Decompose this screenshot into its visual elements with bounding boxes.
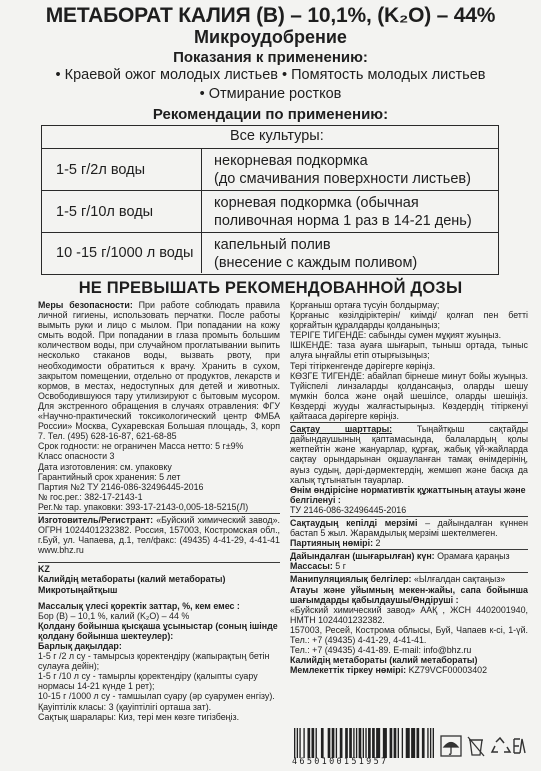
barcode-bar [316, 728, 317, 758]
kz-address-text: 157003, Ресей, Кострома облысы, Буй, Чапаев к-сі, 1-үй. Тел.: +7 (49435) 4-41-29, 4-41-41. [290, 624, 528, 645]
barcode-bar [363, 728, 364, 758]
mobius-loop-icon [492, 738, 510, 752]
barcode-bar [332, 728, 335, 758]
kz-storage-text: Тыңайтқыш сақтайды дайындаушының қаптамасында, балалардың қолы жетпейтін және жануарлар, құрғақ, жабық үй-жайларда сақтау орындарынан оқшауланған тамақ өнімдерінің, ауыз судың, дәрі-дәрмектердің, жемшөп және басқа да халық тұтынатын тауарлар. [290, 424, 528, 485]
kz-usage-line: 1-5 г /10 л су - тамырлы қоректендіру (қалыпты суару нормасы 14-21 күнде 1 рет); [38, 671, 258, 692]
recommendations-heading: Рекомендации по применению: [152, 106, 389, 123]
barcode-bar [321, 728, 324, 758]
dosage-method [214, 236, 417, 272]
kz-date-label: Дайындалған (шығарылған) күн: [290, 551, 435, 562]
divider [38, 562, 280, 563]
kz-precautions: Сақтық шаралары: Киз, тері мен көзге тигізбеңіз. [38, 711, 240, 722]
kz-date-paragraph [290, 551, 528, 561]
kz-mass-paragraph [290, 561, 528, 571]
barcode-bar [312, 728, 315, 758]
dosage-method-line: корневая подкормка (обычная [214, 195, 419, 211]
hazard-class: Класс опасности 3 [38, 451, 115, 462]
kz-state-reg-paragraph [290, 665, 528, 675]
kz-text-line: Қорғаныс көзілдіріктерін/ киімді/ қолғап пен бетті қорғайтын құралдарды қолданыңыз; [290, 310, 528, 331]
kz-normdoc-text: ТУ 2146-086-32496445-2016 [290, 504, 407, 515]
dosage-row [42, 190, 498, 232]
barcode-bar [299, 728, 300, 758]
umbrella-icon [441, 736, 461, 756]
kz-text-line: ІШКЕНДЕ: таза ауаға шығарып, тыныш ортада, тыныс алуға ыңғайлы етіп отырғызыңыз; [290, 340, 528, 361]
barcode-bar [383, 728, 387, 758]
divider [290, 572, 528, 573]
barcode-bar [402, 728, 403, 758]
dosage-method [214, 194, 472, 230]
safety-paragraph [38, 300, 280, 441]
dosage-row [42, 232, 498, 273]
kz-sign-text: «Ылғалдан сақтаңыз» [411, 574, 506, 585]
kz-shelf-label: Сақтаудың кепілді мерзімі [290, 517, 418, 528]
dosage-method-line: капельный полив [214, 237, 331, 253]
kz-batch-label: Партияның нөмірі: [290, 538, 374, 549]
barcode-bar [376, 728, 380, 758]
dosage-table-header-label: Все культуры: [230, 128, 324, 144]
kz-state-reg-text: KZ79VCF00003402 [406, 665, 488, 676]
kz-state-reg-label: Мемлекеттік тіркеу нөмірі: [290, 665, 407, 676]
dosage-method-line: поливочная норма 1 раз в 14-21 день) [214, 213, 472, 229]
packaging-icons [440, 734, 526, 758]
divider [38, 513, 280, 514]
barcode-bar [365, 728, 366, 758]
kz-storage-label: Сақтау шарттары: [290, 424, 393, 435]
barcode [294, 728, 434, 758]
barcode-bar [340, 728, 343, 758]
kz-sign-label: Манипуляциялық белгілер: [290, 574, 412, 585]
barcode-bar [349, 728, 352, 758]
manufacture-date: Дата изготовления: см. упаковку [38, 461, 172, 472]
kz-shelf-paragraph [290, 518, 528, 538]
gos-reg-number: № гос.рег.: 382-17-2143-1 [38, 491, 143, 502]
kz-text-line: Қорғаныш ортаға түсуін болдырмау; [290, 300, 440, 310]
barcode-bar [430, 728, 431, 758]
kz-brief-label: Қолдану бойынша қысқаша ұсыныстар (соның ішінде қолдану бойынша шектеулер): [38, 620, 278, 641]
kz-mass-label: Массасы: [290, 561, 333, 572]
dosage-method [214, 152, 471, 188]
dosage-method-line: некорневая подкормка [214, 153, 368, 169]
barcode-bar [398, 728, 399, 758]
barcode-bar [372, 728, 375, 758]
barcode-bar [356, 728, 357, 758]
kz-usage-line: 10-15 г /1000 л су - тамшылап суару (әр суарумен енгізу). [38, 691, 275, 702]
kz-fax-text: Тел.: +7 (49435) 4-41-89. E-mail: info@bhz.ru [290, 645, 472, 656]
product-subtitle: Микроудобрение [194, 27, 347, 47]
kz-storage-paragraph [290, 424, 528, 485]
dosage-table-header [42, 126, 498, 148]
kz-product-name: Калийдің метабораты (калий метабораты) [38, 574, 226, 585]
barcode-bar [294, 728, 295, 758]
barcode-bar [303, 728, 304, 758]
indications-line-2: • Отмирание ростков [199, 86, 342, 102]
barcode-bar [433, 728, 434, 758]
kz-text-line: Тері тітіркенгенде дәрігерге көріңіз. [290, 360, 436, 371]
dosage-amount: 1-5 г/10л воды [42, 191, 202, 232]
barcode-bar [406, 728, 410, 758]
barcode-bar [427, 728, 428, 758]
right-info-column [290, 300, 528, 675]
kz-all-crops-label: Барлық дақылдар: [38, 641, 122, 651]
kz-maker-text: «Буйский химический завод» ААҚ , ЖСН 4402001940, НМТН 1024401232382. [290, 604, 528, 625]
kz-text-line: КӨЗГЕ ТИГЕНДЕ: абайлап бірнеше минут бойы жуыңыз. Түйіспелі линзаларды қолдансаңыз, оларды шешу мүмкін болса және оңай шешілсе, оларды шешіңіз. Көздерді жууды жалғастырыңыз. Көздердің тітіркенуі қайтааса дәрігерге көріңіз. [290, 370, 528, 422]
kz-hazard-class: Қауіптілік класы: 3 (қауіптілігі орташа зат). [38, 701, 212, 712]
indications-heading: Показания к применению: [173, 49, 368, 66]
divider [290, 549, 528, 550]
kz-text-line: ТЕРІГЕ ТИГЕНДЕ: сабынды сумен мұқият жуыңыз. [290, 330, 502, 341]
shelf-life: Срок годности: не ограничен Масса нетто: 5 г±9% [38, 441, 244, 452]
barcode-bar [368, 728, 371, 758]
barcode-area [290, 728, 526, 766]
manufacturer-paragraph [38, 515, 280, 555]
divider [290, 516, 528, 517]
kz-batch-text: 2 [373, 538, 381, 549]
kz-batch-paragraph [290, 538, 528, 548]
warranty-period: Гарантийный срок хранения: 5 лет [38, 471, 181, 482]
kz-normdoc-label: Өнім өндірісіне нормативтік құжаттының атауы және белгіленуі : [290, 484, 526, 505]
dosage-row [42, 148, 498, 190]
barcode-bar [359, 728, 362, 758]
indications-line-1: • Краевой ожог молодых листьев • Помятость молодых листьев [55, 67, 486, 83]
kz-product-name-right: Калийдің метабораты (калий метабораты) [290, 655, 478, 666]
dosage-method-line: (внесение с каждым поливом) [214, 255, 418, 271]
recycle-bin-icon [468, 737, 484, 756]
kz-mass-text: Бор (B) – 10,1 %, калий (K₂O) – 44 % [38, 610, 190, 621]
eac-mark-icon [514, 739, 525, 753]
barcode-bar [328, 728, 331, 758]
barcode-bar [336, 728, 337, 758]
left-info-column [38, 300, 280, 722]
safety-label: Меры безопасности: [38, 300, 133, 310]
barcode-bar [307, 728, 310, 758]
batch-number: Партия №2 ТУ 2146-086-32496445-2016 [38, 481, 204, 492]
barcode-digits: 4650100151957 [292, 757, 389, 767]
barcode-bar [345, 728, 348, 758]
tare-reg-number: Рег.№ тар. упаковки: 393-17-2143-0,005-18-5215(Л) [38, 501, 249, 512]
dosage-amount: 1-5 г/2л воды [42, 149, 202, 190]
dosage-table [41, 125, 499, 275]
barcode-bar [353, 728, 354, 758]
kz-sign-paragraph [290, 574, 528, 584]
kz-date-text: Орамаға қараңыз [434, 551, 510, 562]
barcode-bar [297, 728, 298, 758]
barcode-bar [411, 728, 415, 758]
dosage-amount: 10 -15 г/1000 л воды [42, 233, 202, 273]
kz-marker: KZ [38, 564, 50, 575]
product-title: МЕТАБОРАТ КАЛИЯ (B) – 10,1%, (K₂O) – 44% [45, 4, 496, 27]
dosage-method-line: (до смачивания поверхности листьев) [214, 171, 471, 187]
kz-usage-line: 1-5 г /2 л су - тамырсыз қоректендіру (жапырақтың бетін сулауға дейін); [38, 651, 270, 672]
kz-maker-label: Атауы және уйымның мекен-жайы, сапа бойынша шағымдарды қабылдаушы/Өндіруші : [290, 584, 528, 605]
kz-product-subtitle: Микротыңайтқыш [38, 584, 118, 595]
barcode-bar [417, 728, 420, 758]
divider [290, 422, 528, 423]
manufacturer-text: «Буйский химический завод». ОГРН 1024401232382. Россия, 157003, Костромская обл., г.Буй, ул. Чапаева, д.1, тел/факс: (49435) 4-41-29, 4-41-41 www.bhz.ru [38, 514, 280, 556]
barcode-bar [422, 728, 425, 758]
kz-shelf-text: – дайындалған күннен бастап 5 жыл. Жарамдылық мерзімі шектелмеген. [290, 517, 528, 539]
safety-text: При работе соблюдать правила личной гигиены, использовать перчатки. После работы вымыть руки и лицо с мылом. При попадании на кожу смыть водой. При попадании в глаза промыть большим количеством воды, при случайном проглатывании выпить несколько стаканов воды, вызвать рвоту, при необходимости обратиться к врачу. Хранить в сухом, закрытом помещении, отдельно от продуктов, лекарств и кормов, в местах, недоступных для детей и животных. Освободившуюся тару утилизируют с бытовым мусором. Для экстренного обращения в случаях отравления: ФГУ «Научно-практический токсикологический центр ФМБА России» Москва, Сухаревская Большая площадь, 3, корп 7. Тел. (495) 628-16-87, 621-68-85 [38, 300, 280, 442]
kz-mass-label: Массалық үлесі қоректік заттар, %, кем емес : [38, 600, 240, 611]
manufacturer-label: Изготовитель/Регистрант: [38, 514, 154, 525]
barcode-bar [390, 728, 393, 758]
barcode-bar [394, 728, 397, 758]
kz-mass-value: 5 г [332, 561, 346, 572]
dose-warning: НЕ ПРЕВЫШАТЬ РЕКОМЕНДОВАННОЙ ДОЗЫ [78, 279, 463, 297]
